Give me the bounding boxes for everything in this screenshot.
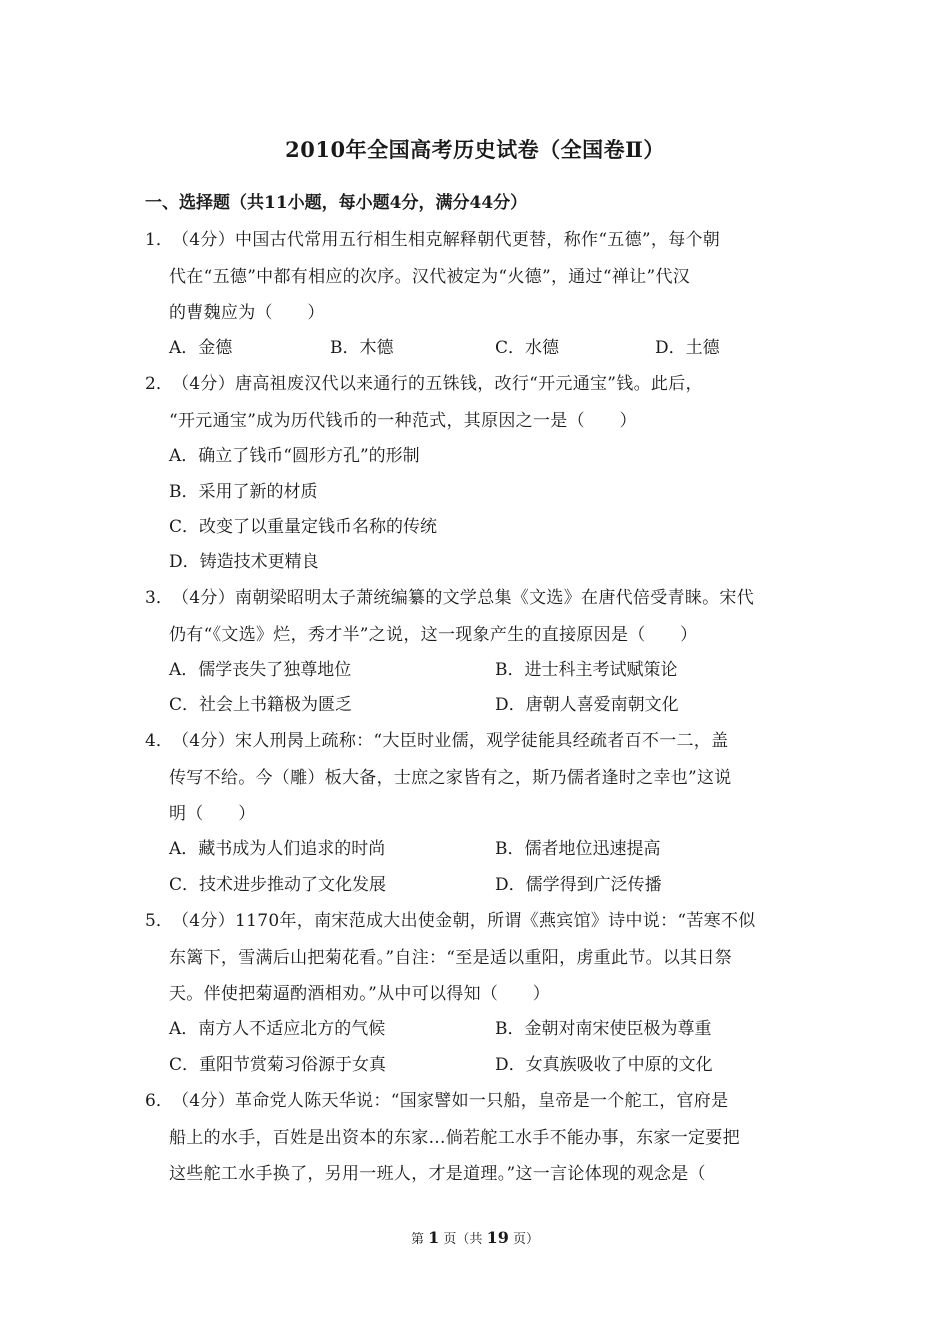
option-b: B．进士科主考试赋策论 bbox=[495, 660, 678, 680]
footer-suffix: 页） bbox=[512, 1232, 539, 1247]
option-b: B．金朝对南宋使臣极为尊重 bbox=[495, 1019, 712, 1039]
option-b: B．儒者地位迅速提高 bbox=[495, 839, 661, 859]
question-text-line: （4分）宋人刑昺上疏称：“大臣时业儒，观学徒能具经疏者百不一二，盖 bbox=[172, 731, 729, 751]
footer-prefix: 第 bbox=[410, 1232, 424, 1247]
question-text-line: （4分）革命党人陈天华说：“国家譬如一只船，皇帝是一个舵工，官府是 bbox=[172, 1091, 729, 1111]
question-text-line: （4分）1170年，南宋范成大出使金朝，所谓《燕宾馆》诗中说：“苦寒不似 bbox=[172, 911, 756, 931]
option-c: C．社会上书籍极为匮乏 bbox=[169, 695, 353, 715]
option-b: B．木德 bbox=[330, 338, 394, 358]
footer-total-pages: 19 bbox=[486, 1228, 509, 1247]
footer-middle: 页（共 bbox=[443, 1232, 483, 1247]
option-d: D．铸造技术更精良 bbox=[169, 552, 319, 572]
section-title: 一、选择题（共11小题，每小题4分，满分44分） bbox=[145, 193, 528, 213]
question-number: 1． bbox=[145, 230, 173, 250]
question-number: 6． bbox=[145, 1091, 173, 1111]
option-a: A．确立了钱币“圆形方孔”的形制 bbox=[169, 446, 420, 466]
option-c: C．重阳节赏菊习俗源于女真 bbox=[169, 1055, 387, 1075]
question-text-line: （4分）中国古代常用五行相生相克解释朝代更替，称作“五德”，每个朝 bbox=[172, 230, 721, 250]
option-a: A．金德 bbox=[169, 338, 233, 358]
option-c: C．技术进步推动了文化发展 bbox=[169, 875, 387, 895]
option-a: A．藏书成为人们追求的时尚 bbox=[169, 839, 386, 859]
option-d: D．唐朝人喜爱南朝文化 bbox=[495, 695, 679, 715]
question-number: 5． bbox=[145, 911, 173, 931]
option-c: C．改变了以重量定钱币名称的传统 bbox=[169, 517, 438, 537]
option-d: D．儒学得到广泛传播 bbox=[495, 875, 662, 895]
question-number: 3． bbox=[145, 588, 173, 608]
question-text-line: 东篱下，雪满后山把菊花看。”自注：“至是适以重阳，虏重此节。以其日祭 bbox=[169, 948, 733, 968]
footer-page-number: 1 bbox=[428, 1228, 440, 1247]
question-text-line: 天。伴使把菊逼酌酒相劝。”从中可以得知（ ） bbox=[169, 984, 551, 1004]
question-text-line: 代在“五德”中都有相应的次序。汉代被定为“火德”，通过“禅让”代汉 bbox=[169, 267, 691, 287]
option-d: D．女真族吸收了中原的文化 bbox=[495, 1055, 713, 1075]
question-text-line: 仍有“《文选》烂，秀才半”之说，这一现象产生的直接原因是（ ） bbox=[169, 625, 698, 645]
page-title: 2010年全国高考历史试卷（全国卷Ⅱ） bbox=[285, 137, 665, 162]
question-text-line: 这些舵工水手换了，另用一班人，才是道理。”这一言论体现的观念是（ bbox=[169, 1164, 706, 1184]
option-d: D．土德 bbox=[655, 338, 720, 358]
question-text-line: （4分）南朝梁昭明太子萧统编纂的文学总集《文选》在唐代倍受青睐。宋代 bbox=[172, 588, 755, 608]
option-c: C．水德 bbox=[495, 338, 560, 358]
question-text-line: 明（ ） bbox=[169, 804, 256, 824]
question-text-line: 船上的水手，百姓是出资本的东家…倘若舵工水手不能办事，东家一定要把 bbox=[169, 1128, 740, 1148]
option-a: A．儒学丧失了独尊地位 bbox=[169, 660, 352, 680]
question-text-line: （4分）唐高祖废汉代以来通行的五铢钱，改行“开元通宝”钱。此后， bbox=[172, 374, 703, 394]
page-footer bbox=[0, 1228, 950, 1247]
question-number: 4． bbox=[145, 731, 173, 751]
option-b: B．采用了新的材质 bbox=[169, 482, 318, 502]
question-number: 2． bbox=[145, 374, 173, 394]
question-text-line: “开元通宝”成为历代钱币的一种范式，其原因之一是（ ） bbox=[169, 411, 637, 431]
option-a: A．南方人不适应北方的气候 bbox=[169, 1019, 386, 1039]
question-text-line: 传写不给。今（雕）板大备，士庶之家皆有之，斯乃儒者逢时之幸也”这说 bbox=[169, 768, 732, 788]
question-text-line: 的曹魏应为（ ） bbox=[169, 303, 325, 323]
